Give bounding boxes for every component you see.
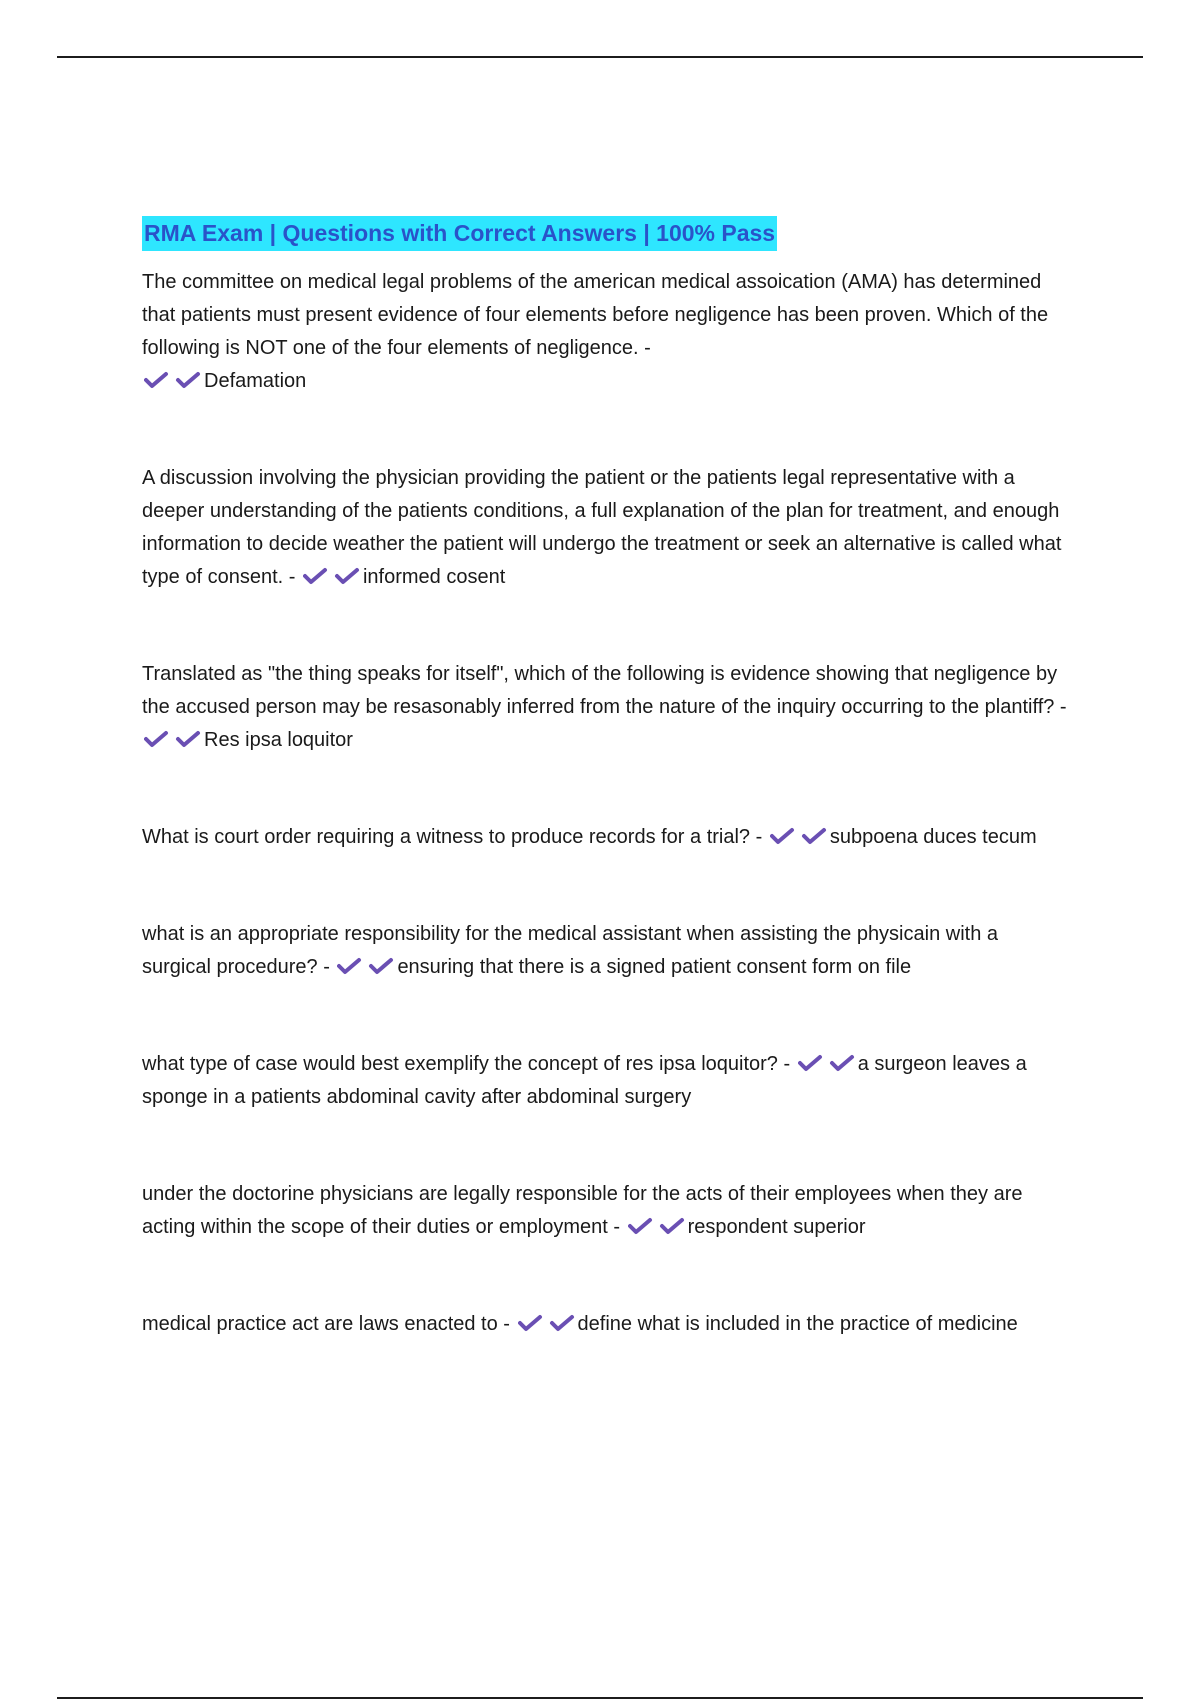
- qa-item: [142, 821, 1072, 854]
- question-text: what is an appropriate responsibility for the medical assistant when assisting the physicain with a surgical procedure? -: [142, 923, 998, 978]
- double-check-icon: [303, 567, 361, 585]
- qa-item: [142, 1048, 1072, 1114]
- question-text: A discussion involving the physician providing the patient or the patients legal representative with a deeper understanding of the patients conditions, a full explanation of the plan for treatment, and enough information to decide weather the patient will undergo the treatment or seek an alternative is called what type of consent. -: [142, 467, 1062, 588]
- double-check-icon: [337, 957, 395, 975]
- question-text: what type of case would best exemplify the concept of res ipsa loquitor? -: [142, 1053, 791, 1075]
- answer-text: respondent superior: [687, 1216, 866, 1238]
- document-body: [142, 216, 1072, 1341]
- bottom-rule: [57, 1697, 1143, 1699]
- question-text: Translated as "the thing speaks for itself", which of the following is evidence showing that negligence by the accused person may be resasonably inferred from the nature of the inquiry occurring to the plantiff? -: [142, 663, 1067, 718]
- question-text: medical practice act are laws enacted to -: [142, 1313, 510, 1335]
- double-check-icon: [144, 730, 202, 748]
- question-text: What is court order requiring a witness to produce records for a trial? -: [142, 826, 763, 848]
- qa-item: [142, 1178, 1072, 1244]
- answer-text: a surgeon leaves a sponge in a patients abdominal cavity after abdominal surgery: [142, 1053, 1027, 1108]
- question-text: The committee on medical legal problems of the american medical assoication (AMA) has determined that patients must present evidence of four elements before negligence has been proven. Which of the following is NOT one of the four elements of negligence. -: [142, 271, 1049, 359]
- qa-item: [142, 1308, 1072, 1341]
- answer-text: define what is included in the practice of medicine: [577, 1313, 1018, 1335]
- answer-text: Res ipsa loquitor: [204, 729, 353, 751]
- qa-item: [142, 658, 1072, 757]
- qa-item: [142, 462, 1072, 594]
- double-check-icon: [798, 1054, 856, 1072]
- top-rule: [57, 56, 1143, 58]
- answer-text: subpoena duces tecum: [829, 826, 1037, 848]
- answer-text: ensuring that there is a signed patient consent form on file: [397, 956, 912, 978]
- document-title: RMA Exam | Questions with Correct Answers | 100% Pass: [142, 216, 777, 251]
- answer-text: Defamation: [204, 370, 307, 392]
- answer-text: informed cosent: [362, 566, 506, 588]
- double-check-icon: [770, 827, 828, 845]
- qa-item: [142, 266, 1072, 398]
- question-text: under the doctorine physicians are legally responsible for the acts of their employees when they are acting within the scope of their duties or employment -: [142, 1183, 1023, 1238]
- double-check-icon: [628, 1217, 686, 1235]
- double-check-icon: [518, 1314, 576, 1332]
- qa-item: [142, 918, 1072, 984]
- double-check-icon: [144, 371, 202, 389]
